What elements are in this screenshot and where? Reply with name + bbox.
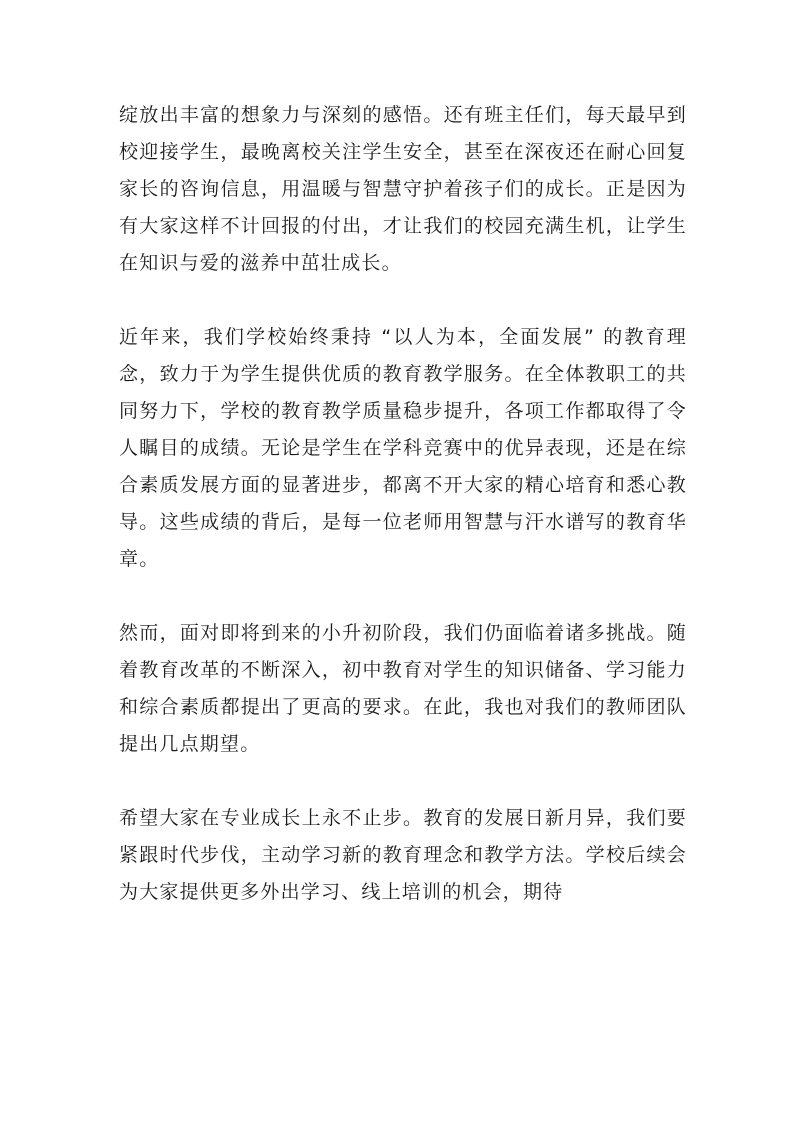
paragraph-4: 希望大家在专业成长上永不止步。教育的发展日新月异，我们要紧跟时代步伐，主动学习新的教育理念和教学方法。学校后续会为大家提供更多外出学习、线上培训的机会，期待 [119,807,687,903]
paragraph-2: 近年来，我们学校始终秉持 “以人为本，全面发展” 的教育理念，致力于为学生提供优质的教育教学服务。在全体教职工的共同努力下，学校的教育教学质量稳步提升，各项工作都取得了令人瞩目的成绩。无论是学生在学科竞赛中的优异表现，还是在综合素质发展方面的显著进步，都离不开大家的精心培育和悉心教导。这些成绩的背后，是每一位老师用智慧与汗水谱写的教育华章。 [119,326,687,570]
paragraph-1: 绽放出丰富的想象力与深刻的感悟。还有班主任们，每天最早到校迎接学生，最晚离校关注学生安全，甚至在深夜还在耐心回复家长的咨询信息，用温暖与智慧守护着孩子们的成长。正是因为有大家这样不计回报的付出，才让我们的校园充满生机，让学生在知识与爱的滋养中茁壮成长。 [119,104,687,274]
document-body [119,97,687,948]
paragraph-3: 然而，面对即将到来的小升初阶段，我们仍面临着诸多挑战。随着教育改革的不断深入，初中教育对学生的知识储备、学习能力和综合素质都提出了更高的要求。在此，我也对我们的教师团队提出几点期望。 [119,622,687,755]
